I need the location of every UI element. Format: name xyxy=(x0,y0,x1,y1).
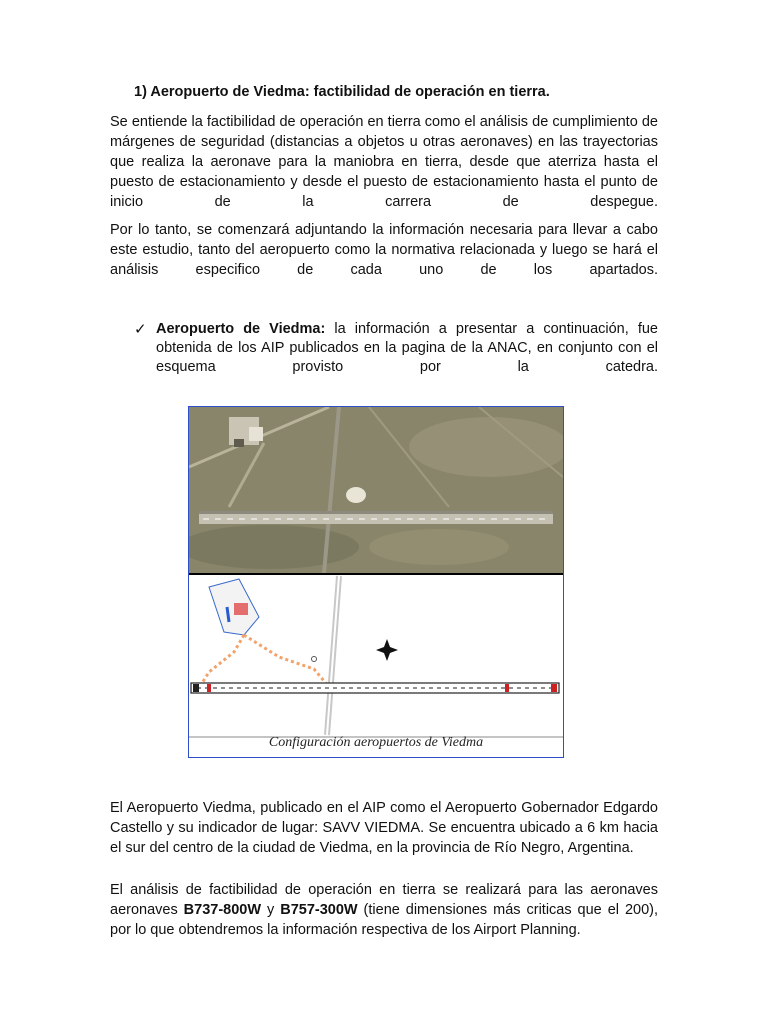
section-heading: 1) Aeropuerto de Viedma: factibilidad de operación en tierra. xyxy=(134,84,550,100)
bullet-text xyxy=(156,320,658,377)
airport-images xyxy=(189,407,563,757)
aircraft-text-1: El análisis de factibilidad de operación en tierra se realizará para las aeronaves aeronaves xyxy=(110,882,658,918)
bullet-body: la información a presentar a continuación, fue obtenida de los AIP publicados en la pagina de la ANAC, en conjunto con el esquema provisto por la catedra. xyxy=(156,321,658,375)
paragraph-location: El Aeropuerto Viedma, publicado en el AIP como el Aeropuerto Gobernador Edgardo Castello y su indicador de lugar: SAVV VIEDMA. Se encuentra ubicado a 6 km hacia el sur del centro de la ciudad de Viedma, en la provincia de Río Negro, Argentina. xyxy=(110,800,658,856)
aircraft-text-2: y xyxy=(261,902,281,918)
airport-figure xyxy=(188,406,564,758)
bullet-bold: Aeropuerto de Viedma: xyxy=(156,321,326,337)
airport-schematic xyxy=(189,576,563,736)
figure-caption: Configuración aeropuertos de Viedma xyxy=(268,735,484,750)
aircraft-b737: B737-800W xyxy=(183,902,262,918)
aircraft-text-3: (tiene dimensiones más criticas que el 200), por lo que obtendremos la información respectiva de los Airport Planning. xyxy=(110,902,658,938)
paragraph-intro: Se entiende la factibilidad de operación en tierra como el análisis de cumplimiento de márgenes de seguridad (distancias a objetos u otras aeronaves) en las trayectorias que realiza la aeronave para la maniobra en tierra, desde que aterriza hasta el puesto de estacionamiento y desde el puesto de estacionamiento hasta el punto de inicio de la carrera de despegue. xyxy=(110,114,658,210)
paragraph-method: Por lo tanto, se comenzará adjuntando la información necesaria para llevar a cabo este estudio, tanto del aeropuerto como la normativa relacionada y luego se hará el análisis especifico de cada uno de los apartados. xyxy=(110,222,658,278)
checkmark-icon: ✓ xyxy=(134,321,147,338)
aircraft-b757: B757-300W xyxy=(280,902,358,918)
satellite-photo xyxy=(189,407,563,573)
paragraph-aircraft xyxy=(110,880,658,940)
